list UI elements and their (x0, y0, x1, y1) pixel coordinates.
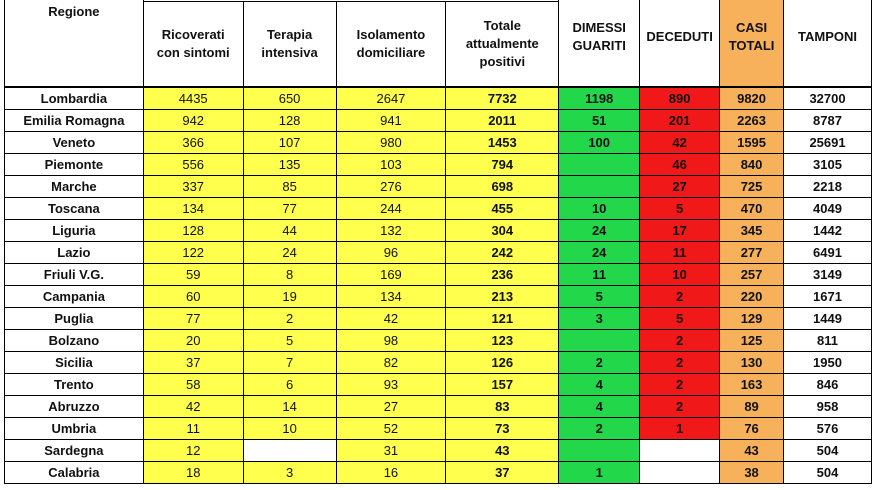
cell-casi: 725 (720, 176, 784, 198)
cell-totale: 794 (446, 154, 559, 176)
header-ricoverati-line2: con sintomi (156, 45, 230, 60)
header-terapia-line1: Terapia (266, 27, 313, 42)
cell-casi: 277 (720, 242, 784, 264)
cell-dimessi: 10 (559, 198, 640, 220)
cell-terapia: 5 (243, 330, 336, 352)
cell-totale: 123 (446, 330, 559, 352)
cell-ricoverati: 128 (143, 220, 243, 242)
header-regione: Regione (5, 0, 144, 87)
cell-deceduti (640, 462, 720, 484)
header-totale-line2: attualmente (465, 36, 539, 51)
cell-totale: 213 (446, 286, 559, 308)
cell-isolamento: 134 (336, 286, 446, 308)
cell-terapia: 2 (243, 308, 336, 330)
cell-isolamento: 31 (336, 440, 446, 462)
cell-casi: 163 (720, 374, 784, 396)
header-totale (446, 2, 559, 88)
cell-regione: Piemonte (5, 154, 144, 176)
cell-regione: Emilia Romagna (5, 110, 144, 132)
cell-terapia: 10 (243, 418, 336, 440)
cell-dimessi: 11 (559, 264, 640, 286)
cell-totale: 7732 (446, 87, 559, 110)
table-row (5, 242, 872, 264)
cell-ricoverati: 12 (143, 440, 243, 462)
cell-totale: 126 (446, 352, 559, 374)
cell-regione: Calabria (5, 462, 144, 484)
table-row (5, 308, 872, 330)
cell-terapia: 107 (243, 132, 336, 154)
cell-deceduti: 2 (640, 352, 720, 374)
header-isolamento-line2: domiciliare (356, 45, 426, 60)
header-totale-line1: Totale (483, 18, 521, 33)
cell-dimessi (559, 176, 640, 198)
cell-terapia: 8 (243, 264, 336, 286)
covid-region-table (4, 0, 872, 484)
table-row (5, 198, 872, 220)
cell-dimessi: 4 (559, 374, 640, 396)
cell-terapia: 128 (243, 110, 336, 132)
cell-isolamento: 103 (336, 154, 446, 176)
cell-dimessi: 5 (559, 286, 640, 308)
cell-tamponi: 8787 (784, 110, 872, 132)
cell-totale: 43 (446, 440, 559, 462)
table-row (5, 330, 872, 352)
table-row (5, 264, 872, 286)
cell-totale: 236 (446, 264, 559, 286)
cell-deceduti: 11 (640, 242, 720, 264)
cell-dimessi: 24 (559, 220, 640, 242)
cell-regione: Lombardia (5, 87, 144, 110)
header-tamponi: TAMPONI (784, 0, 872, 87)
cell-ricoverati: 134 (143, 198, 243, 220)
cell-terapia: 85 (243, 176, 336, 198)
cell-dimessi: 100 (559, 132, 640, 154)
cell-deceduti: 5 (640, 198, 720, 220)
cell-terapia: 77 (243, 198, 336, 220)
table-row (5, 286, 872, 308)
cell-isolamento: 16 (336, 462, 446, 484)
cell-tamponi: 3149 (784, 264, 872, 286)
header-ricoverati (143, 2, 243, 88)
table-row (5, 440, 872, 462)
cell-casi: 840 (720, 154, 784, 176)
cell-totale: 1453 (446, 132, 559, 154)
header-casi-line2: TOTALI (728, 37, 775, 53)
cell-regione: Sicilia (5, 352, 144, 374)
table-row (5, 462, 872, 484)
cell-casi: 220 (720, 286, 784, 308)
cell-tamponi: 1671 (784, 286, 872, 308)
table-row (5, 154, 872, 176)
cell-tamponi: 1442 (784, 220, 872, 242)
cell-tamponi: 504 (784, 440, 872, 462)
cell-isolamento: 276 (336, 176, 446, 198)
cell-regione: Toscana (5, 198, 144, 220)
cell-deceduti: 2 (640, 330, 720, 352)
cell-terapia: 135 (243, 154, 336, 176)
cell-casi: 43 (720, 440, 784, 462)
cell-totale: 2011 (446, 110, 559, 132)
cell-tamponi: 846 (784, 374, 872, 396)
cell-totale: 455 (446, 198, 559, 220)
cell-regione: Sardegna (5, 440, 144, 462)
cell-deceduti (640, 440, 720, 462)
cell-tamponi: 32700 (784, 87, 872, 110)
cell-regione: Marche (5, 176, 144, 198)
header-dimessi-line2: GUARITI (572, 37, 626, 53)
cell-isolamento: 169 (336, 264, 446, 286)
header-dimessi-line1: DIMESSI (572, 19, 626, 35)
cell-dimessi: 2 (559, 352, 640, 374)
cell-deceduti: 890 (640, 87, 720, 110)
cell-ricoverati: 337 (143, 176, 243, 198)
cell-deceduti: 2 (640, 286, 720, 308)
cell-isolamento: 52 (336, 418, 446, 440)
cell-deceduti: 10 (640, 264, 720, 286)
header-isolamento-line1: Isolamento (356, 27, 426, 42)
cell-ricoverati: 77 (143, 308, 243, 330)
table-row (5, 374, 872, 396)
cell-terapia: 7 (243, 352, 336, 374)
cell-isolamento: 132 (336, 220, 446, 242)
cell-regione: Puglia (5, 308, 144, 330)
cell-ricoverati: 556 (143, 154, 243, 176)
cell-ricoverati: 59 (143, 264, 243, 286)
cell-totale: 37 (446, 462, 559, 484)
cell-regione: Lazio (5, 242, 144, 264)
header-terapia (243, 2, 336, 88)
cell-isolamento: 27 (336, 396, 446, 418)
cell-dimessi: 24 (559, 242, 640, 264)
cell-isolamento: 96 (336, 242, 446, 264)
header-terapia-line2: intensiva (261, 45, 318, 60)
table-row (5, 176, 872, 198)
cell-deceduti: 2 (640, 396, 720, 418)
table-body (5, 87, 872, 484)
cell-regione: Bolzano (5, 330, 144, 352)
cell-tamponi: 1950 (784, 352, 872, 374)
cell-regione: Friuli V.G. (5, 264, 144, 286)
cell-casi: 345 (720, 220, 784, 242)
cell-ricoverati: 18 (143, 462, 243, 484)
cell-regione: Liguria (5, 220, 144, 242)
cell-dimessi: 3 (559, 308, 640, 330)
cell-casi: 1595 (720, 132, 784, 154)
cell-ricoverati: 942 (143, 110, 243, 132)
cell-regione: Abruzzo (5, 396, 144, 418)
cell-tamponi: 25691 (784, 132, 872, 154)
cell-terapia: 44 (243, 220, 336, 242)
cell-dimessi: 1 (559, 462, 640, 484)
cell-casi: 89 (720, 396, 784, 418)
cell-regione: Veneto (5, 132, 144, 154)
cell-deceduti: 46 (640, 154, 720, 176)
cell-dimessi: 51 (559, 110, 640, 132)
cell-casi: 130 (720, 352, 784, 374)
cell-ricoverati: 37 (143, 352, 243, 374)
cell-regione: Campania (5, 286, 144, 308)
header-totale-line3: positivi (479, 54, 526, 69)
cell-tamponi: 1449 (784, 308, 872, 330)
cell-totale: 242 (446, 242, 559, 264)
cell-casi: 470 (720, 198, 784, 220)
cell-terapia: 14 (243, 396, 336, 418)
cell-casi: 125 (720, 330, 784, 352)
cell-isolamento: 98 (336, 330, 446, 352)
table-row (5, 132, 872, 154)
cell-totale: 73 (446, 418, 559, 440)
cell-terapia: 3 (243, 462, 336, 484)
cell-deceduti: 17 (640, 220, 720, 242)
cell-tamponi: 504 (784, 462, 872, 484)
cell-isolamento: 93 (336, 374, 446, 396)
cell-deceduti: 42 (640, 132, 720, 154)
cell-tamponi: 4049 (784, 198, 872, 220)
cell-isolamento: 244 (336, 198, 446, 220)
cell-deceduti: 5 (640, 308, 720, 330)
cell-ricoverati: 20 (143, 330, 243, 352)
header-casi-line1: CASI (736, 19, 768, 35)
cell-tamponi: 958 (784, 396, 872, 418)
header-isolamento (336, 2, 446, 88)
header-casi-totali (720, 0, 784, 87)
cell-deceduti: 2 (640, 374, 720, 396)
table-row (5, 352, 872, 374)
cell-totale: 698 (446, 176, 559, 198)
cell-casi: 9820 (720, 87, 784, 110)
cell-isolamento: 941 (336, 110, 446, 132)
cell-terapia: 24 (243, 242, 336, 264)
cell-terapia (243, 440, 336, 462)
cell-ricoverati: 122 (143, 242, 243, 264)
cell-ricoverati: 42 (143, 396, 243, 418)
cell-ricoverati: 366 (143, 132, 243, 154)
cell-deceduti: 1 (640, 418, 720, 440)
cell-totale: 304 (446, 220, 559, 242)
cell-deceduti: 201 (640, 110, 720, 132)
cell-dimessi (559, 154, 640, 176)
cell-isolamento: 82 (336, 352, 446, 374)
header-deceduti: DECEDUTI (640, 0, 720, 87)
table-row (5, 220, 872, 242)
cell-tamponi: 3105 (784, 154, 872, 176)
cell-ricoverati: 60 (143, 286, 243, 308)
cell-totale: 83 (446, 396, 559, 418)
cell-tamponi: 6491 (784, 242, 872, 264)
cell-ricoverati: 11 (143, 418, 243, 440)
cell-dimessi: 2 (559, 418, 640, 440)
cell-dimessi: 4 (559, 396, 640, 418)
cell-casi: 76 (720, 418, 784, 440)
cell-regione: Umbria (5, 418, 144, 440)
cell-tamponi: 2218 (784, 176, 872, 198)
cell-regione: Trento (5, 374, 144, 396)
cell-casi: 257 (720, 264, 784, 286)
header-dimessi-guariti (559, 0, 640, 87)
cell-casi: 2263 (720, 110, 784, 132)
cell-isolamento: 42 (336, 308, 446, 330)
cell-ricoverati: 58 (143, 374, 243, 396)
cell-terapia: 19 (243, 286, 336, 308)
table-row (5, 87, 872, 110)
table-row (5, 396, 872, 418)
cell-tamponi: 811 (784, 330, 872, 352)
cell-isolamento: 2647 (336, 87, 446, 110)
cell-dimessi (559, 440, 640, 462)
cell-isolamento: 980 (336, 132, 446, 154)
table-row (5, 418, 872, 440)
cell-ricoverati: 4435 (143, 87, 243, 110)
cell-terapia: 650 (243, 87, 336, 110)
cell-tamponi: 576 (784, 418, 872, 440)
cell-dimessi: 1198 (559, 87, 640, 110)
cell-deceduti: 27 (640, 176, 720, 198)
cell-terapia: 6 (243, 374, 336, 396)
header-ricoverati-line1: Ricoverati (161, 27, 225, 42)
cell-casi: 38 (720, 462, 784, 484)
cell-casi: 129 (720, 308, 784, 330)
cell-dimessi (559, 330, 640, 352)
table-row (5, 110, 872, 132)
cell-totale: 121 (446, 308, 559, 330)
cell-totale: 157 (446, 374, 559, 396)
